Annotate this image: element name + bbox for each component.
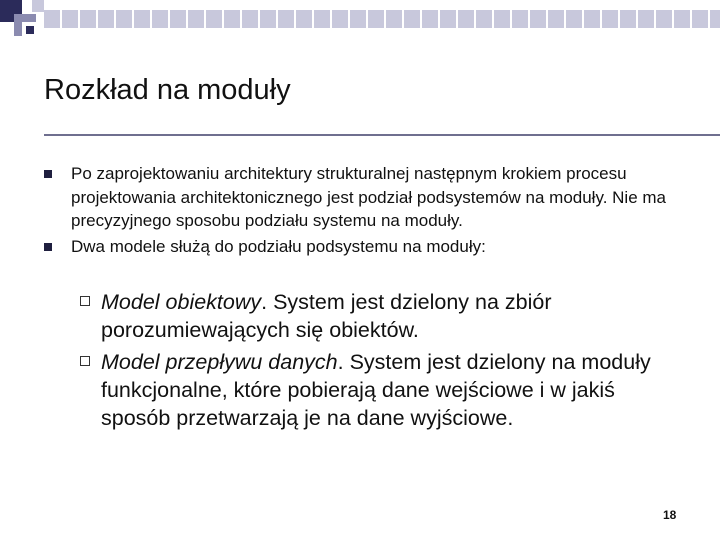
sub-bullet-item xyxy=(80,348,690,432)
slide-title: Rozkład na moduły xyxy=(44,74,291,106)
deco-strip xyxy=(44,10,720,28)
bullet-list xyxy=(44,162,684,260)
filled-square-icon xyxy=(44,170,52,178)
hollow-square-icon xyxy=(80,356,90,366)
filled-square-icon xyxy=(44,243,52,251)
page-number: 18 xyxy=(663,508,677,522)
sub-bullet-list xyxy=(80,288,690,436)
hollow-square-icon xyxy=(80,296,90,306)
bullet-text: Dwa modele służą do podziału podsystemu na moduły: xyxy=(71,236,486,256)
sub-bullet-term: Model obiektowy xyxy=(101,290,262,314)
sub-bullet-text: . System jest dzielony na zbiór porozumiewających się obiektów. xyxy=(101,290,552,342)
deco-square xyxy=(32,0,44,12)
header-decoration xyxy=(0,0,720,40)
title-divider xyxy=(44,134,720,136)
sub-bullet-text: . System jest dzielony na moduły funkcjonalne, które pobierają dane wejściowe i w jakiś sposób przetwarzają je na dane wyjściowe. xyxy=(101,350,651,430)
sub-bullet-item xyxy=(80,288,690,344)
bullet-text: Po zaprojektowaniu architektury strukturalnej następnym krokiem procesu projektowania architektonicznego jest podział podsystemów na moduły. Nie ma precyzyjnego sposobu podziału systemu na moduły. xyxy=(71,164,666,230)
bullet-item xyxy=(44,162,684,233)
deco-square xyxy=(26,26,34,34)
sub-bullet-term: Model przepływu danych xyxy=(101,350,338,374)
bullet-item xyxy=(44,235,684,259)
